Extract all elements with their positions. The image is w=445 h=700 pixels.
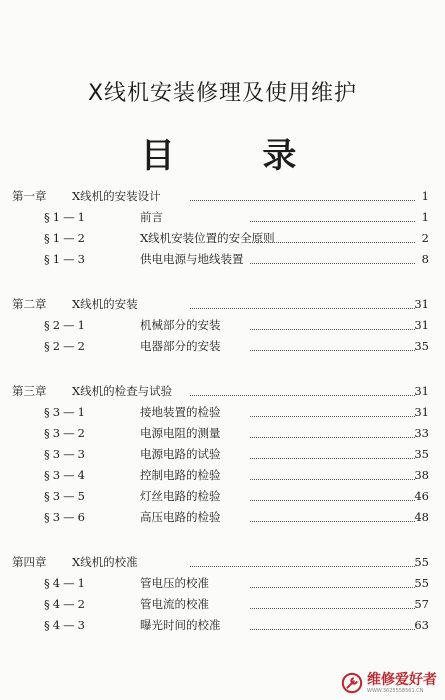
dot-leader	[250, 608, 415, 609]
section-entry[interactable]	[0, 594, 445, 615]
dot-leader	[190, 395, 415, 396]
chapter-group	[0, 381, 445, 528]
section-number: §3—2	[44, 426, 88, 440]
toc-heading: 目 录	[140, 136, 335, 176]
section-number: §1—1	[44, 210, 88, 224]
page-number: 1	[421, 210, 429, 224]
page-number: 38	[414, 468, 429, 482]
section-title: 电源电阻的测量	[140, 426, 221, 440]
chapter-group	[0, 186, 445, 270]
chapter-group	[0, 294, 445, 357]
chapter-title: X线机的检查与试验	[72, 384, 173, 398]
section-title: 管电流的校准	[140, 597, 209, 611]
dot-leader	[250, 587, 415, 588]
chapter-title: X线机的安装设计	[72, 189, 161, 203]
chapter-number: 第四章	[12, 555, 47, 569]
section-entry[interactable]	[0, 336, 445, 357]
chapter-number: 第三章	[12, 384, 47, 398]
book-title: X线机安装修理及使用维护	[87, 81, 358, 106]
watermark-url: WWW.3625558561.CN	[367, 687, 424, 694]
page-number: 57	[414, 597, 429, 611]
chapter-entry[interactable]	[0, 552, 445, 573]
section-entry[interactable]	[0, 423, 445, 444]
dot-leader	[190, 308, 415, 309]
chapter-number: 第二章	[12, 297, 47, 311]
chapter-number: 第一章	[12, 189, 47, 203]
dot-leader	[190, 200, 415, 201]
dot-leader	[250, 350, 415, 351]
section-entry[interactable]	[0, 228, 445, 249]
page-number: 63	[414, 618, 429, 632]
section-title: 供电电源与地线装置	[140, 252, 244, 266]
section-number: §3—1	[44, 405, 88, 419]
dot-leader	[250, 521, 415, 522]
section-entry[interactable]	[0, 486, 445, 507]
section-title: 高压电路的检验	[140, 510, 221, 524]
page-number: 55	[414, 576, 429, 590]
chapter-entry[interactable]	[0, 186, 445, 207]
section-title: 曝光时间的校准	[140, 618, 221, 632]
section-number: §3—6	[44, 510, 88, 524]
section-number: §3—3	[44, 447, 88, 461]
page-number: 31	[414, 297, 429, 311]
page-number: 2	[421, 231, 429, 245]
dot-leader	[250, 500, 415, 501]
section-title: 电器部分的安装	[140, 339, 221, 353]
section-entry[interactable]	[0, 249, 445, 270]
watermark	[341, 672, 437, 694]
page-number: 35	[414, 339, 429, 353]
dot-leader	[250, 629, 415, 630]
section-entry[interactable]	[0, 615, 445, 636]
dot-leader	[250, 437, 415, 438]
chapter-entry[interactable]	[0, 294, 445, 315]
section-title: 灯丝电路的检验	[140, 489, 221, 503]
section-title: 前言	[140, 210, 163, 224]
section-number: §2—2	[44, 339, 88, 353]
section-entry[interactable]	[0, 465, 445, 486]
page-number: 31	[414, 384, 429, 398]
section-entry[interactable]	[0, 315, 445, 336]
dot-leader	[190, 566, 415, 567]
chapter-title: X线机的安装	[72, 297, 138, 311]
section-title: 机械部分的安装	[140, 318, 221, 332]
dot-leader	[250, 221, 415, 222]
page-number: 31	[414, 318, 429, 332]
section-number: §1—2	[44, 231, 88, 245]
dot-leader	[250, 263, 415, 264]
dot-leader	[250, 416, 415, 417]
section-entry[interactable]	[0, 207, 445, 228]
section-number: §4—3	[44, 618, 88, 632]
section-entry[interactable]	[0, 444, 445, 465]
dot-leader	[250, 479, 415, 480]
page-number: 55	[414, 555, 429, 569]
page-number: 48	[414, 510, 429, 524]
chapter-group	[0, 552, 445, 636]
section-entry[interactable]	[0, 507, 445, 528]
section-title: 电源电路的试验	[140, 447, 221, 461]
page-number: 8	[421, 252, 429, 266]
page-number: 31	[414, 405, 429, 419]
table-of-contents	[0, 186, 445, 660]
section-number: §2—1	[44, 318, 88, 332]
watermark-text	[367, 673, 437, 694]
page-number: 46	[414, 489, 429, 503]
dot-leader	[250, 242, 415, 243]
section-title: 控制电路的检验	[140, 468, 221, 482]
wrench-logo-icon	[341, 672, 363, 694]
section-entry[interactable]	[0, 402, 445, 423]
section-number: §4—2	[44, 597, 88, 611]
dot-leader	[250, 329, 415, 330]
page-number: 33	[414, 426, 429, 440]
watermark-name: 维修爱好者	[367, 671, 437, 688]
section-title: X线机安装位置的安全原则	[140, 231, 275, 245]
chapter-title: X线机的校准	[72, 555, 138, 569]
section-number: §4—1	[44, 576, 88, 590]
section-title: 管电压的校准	[140, 576, 209, 590]
section-title: 接地装置的检验	[140, 405, 221, 419]
chapter-entry[interactable]	[0, 381, 445, 402]
section-number: §1—3	[44, 252, 88, 266]
page-number: 35	[414, 447, 429, 461]
dot-leader	[250, 458, 415, 459]
section-number: §3—5	[44, 489, 88, 503]
section-entry[interactable]	[0, 573, 445, 594]
page-number: 1	[421, 189, 429, 203]
section-number: §3—4	[44, 468, 88, 482]
